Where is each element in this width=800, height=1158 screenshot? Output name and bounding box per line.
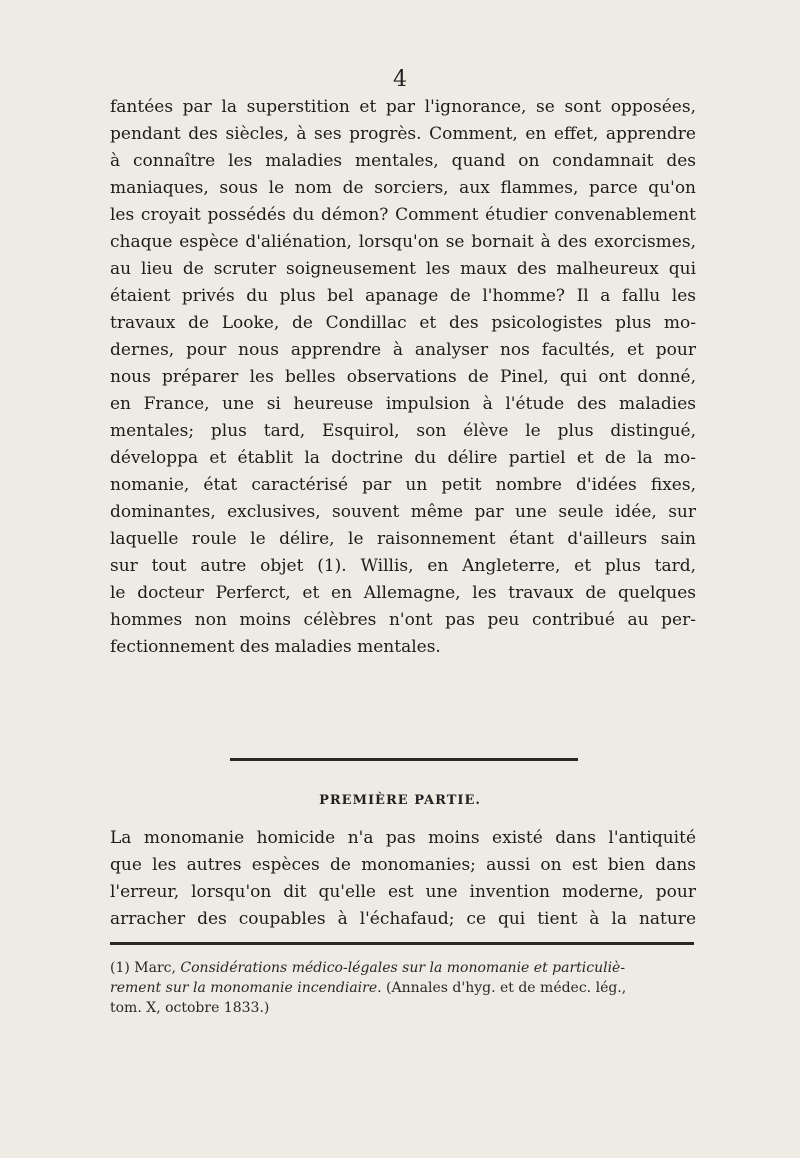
footnote-divider (110, 942, 694, 945)
section-line: La monomanie homicide n'a pas moins existé dans l'antiquité (110, 828, 696, 848)
body-line: fectionnement des maladies mentales. (110, 637, 441, 657)
section-line: l'erreur, lorsqu'on dit qu'elle est une invention moderne, pour (110, 882, 696, 902)
body-line: laquelle roule le délire, le raisonnement étant d'ailleurs sain (110, 529, 696, 549)
footnote (110, 958, 696, 1018)
section-line: arracher des coupables à l'échafaud; ce qui tient à la nature (110, 909, 696, 929)
page-number: 4 (393, 67, 407, 92)
footnote-source: (Annales d'hyg. et de médec. lég., (386, 980, 627, 996)
footnote-line-1 (110, 958, 696, 978)
body-line: pendant des siècles, à ses progrès. Comment, en effet, apprendre (110, 124, 696, 144)
body-line: les croyait possédés du démon? Comment étudier convenablement (110, 205, 696, 225)
body-line: le docteur Perferct, et en Allemagne, les travaux de quelques (110, 583, 696, 603)
body-line: fantées par la superstition et par l'ignorance, se sont opposées, (110, 97, 696, 117)
footnote-line-2 (110, 978, 696, 998)
body-line: sur tout autre objet (1). Willis, en Angleterre, et plus tard, (110, 556, 696, 576)
body-line: nomanie, état caractérisé par un petit nombre d'idées fixes, (110, 475, 696, 495)
section-heading: PREMIÈRE PARTIE. (319, 793, 481, 808)
section-line: que les autres espèces de monomanies; aussi on est bien dans (110, 855, 696, 875)
footnote-line-3: tom. X, octobre 1833.) (110, 1000, 270, 1016)
footnote-marker: (1) Marc, (110, 960, 176, 976)
body-line: au lieu de scruter soigneusement les maux des malheureux qui (110, 259, 696, 279)
footnote-title-cont: rement sur la monomanie incendiaire. (110, 980, 382, 996)
body-line: dernes, pour nous apprendre à analyser nos facultés, et pour (110, 340, 696, 360)
body-line: mentales; plus tard, Esquirol, son élève le plus distingué, (110, 421, 696, 441)
body-line: développa et établit la doctrine du délire partiel et de la mo- (110, 448, 696, 468)
body-line: hommes non moins célèbres n'ont pas peu contribué au per- (110, 610, 696, 630)
body-line: nous préparer les belles observations de Pinel, qui ont donné, (110, 367, 696, 387)
section-divider (230, 758, 578, 761)
body-line: travaux de Looke, de Condillac et des psicologistes plus mo- (110, 313, 696, 333)
body-line: en France, une si heureuse impulsion à l'étude des maladies (110, 394, 696, 414)
body-line: dominantes, exclusives, souvent même par une seule idée, sur (110, 502, 696, 522)
section-text (110, 825, 696, 933)
body-line: maniaques, sous le nom de sorciers, aux flammes, parce qu'on (110, 178, 696, 198)
body-text (110, 94, 696, 661)
body-line: étaient privés du plus bel apanage de l'homme? Il a fallu les (110, 286, 696, 306)
body-line: chaque espèce d'aliénation, lorsqu'on se bornait à des exorcismes, (110, 232, 696, 252)
footnote-title: Considérations médico-légales sur la monomanie et particuliè- (180, 960, 626, 976)
body-line: à connaître les maladies mentales, quand on condamnait des (110, 151, 696, 171)
